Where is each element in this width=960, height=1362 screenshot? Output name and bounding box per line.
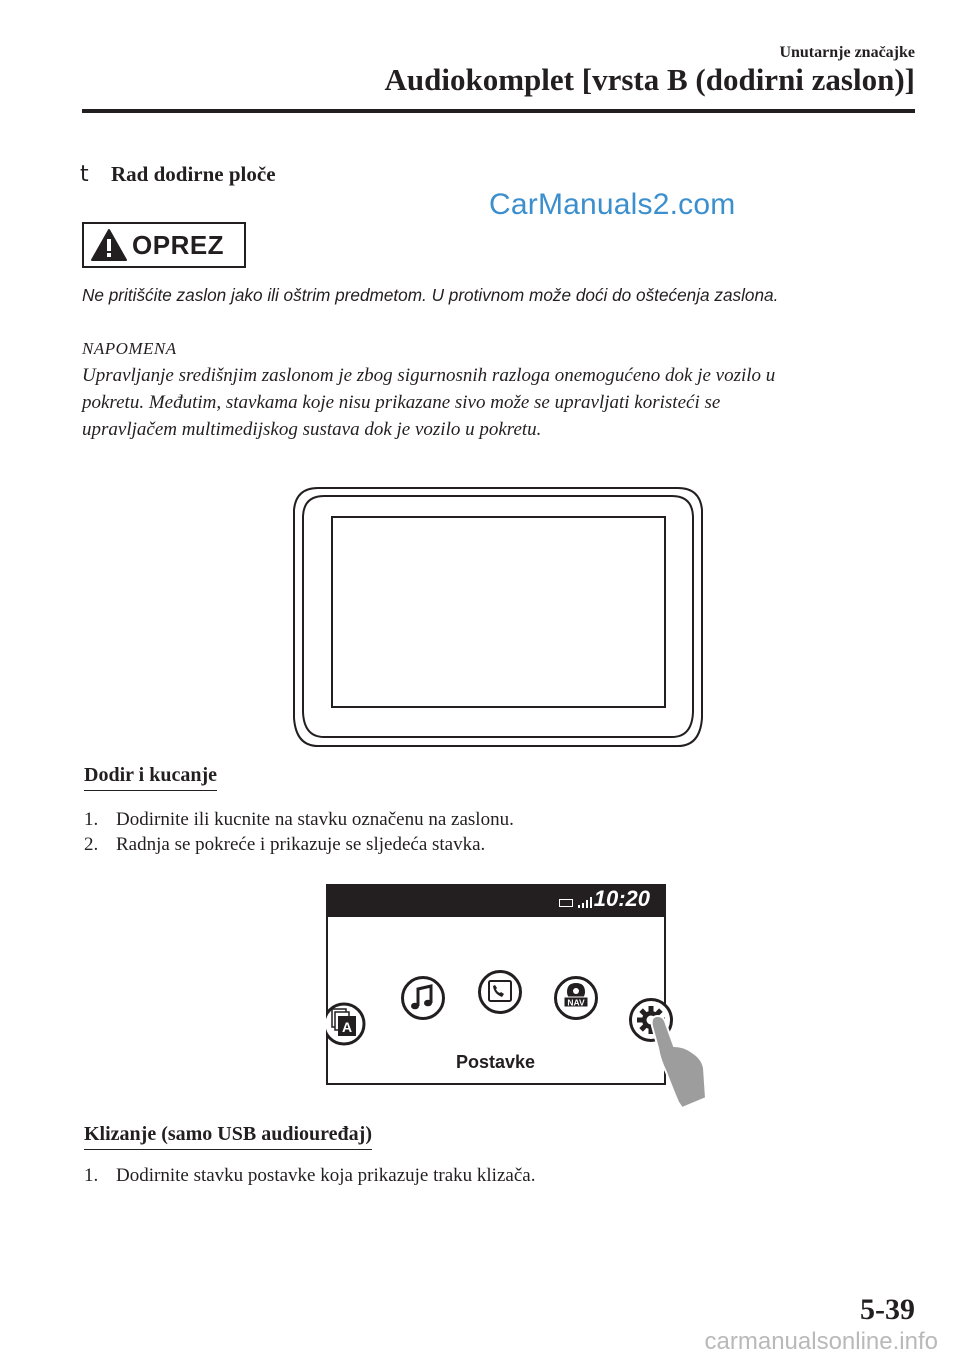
note-line: pokretu. Međutim, stavkama koje nisu prikazane sivo može se upravljati koristeći se (82, 392, 721, 413)
phone-icon[interactable] (477, 969, 523, 1015)
subsection-heading-touch: Dodir i kucanje (84, 764, 217, 791)
step-item (84, 834, 485, 856)
note-line: upravljačem multimedijskog sustava dok je vozilo u pokretu. (82, 419, 542, 440)
site-watermark: carmanualsonline.info (704, 1328, 938, 1355)
note-label: NAPOMENA (82, 339, 177, 358)
home-screen-illustration (326, 884, 706, 1106)
step-number: 1. (84, 809, 99, 830)
caution-box (82, 222, 246, 268)
finger-icon (648, 1012, 708, 1108)
caution-text: Ne pritišćite zaslon jako ili oštrim predmetom. U protivnom može doći do oštećenja zaslona. (82, 285, 779, 305)
step-text: Dodirnite stavku postavke koja prikazuje traku klizača. (116, 1165, 536, 1186)
center-display-illustration (288, 484, 708, 750)
section-header: Unutarnje značajke (779, 44, 915, 61)
music-icon[interactable] (400, 975, 446, 1021)
caution-label: OPREZ (132, 229, 225, 260)
section-bullet: t (80, 162, 89, 187)
step-text: Dodirnite ili kucnite na stavku označenu na zaslonu. (116, 809, 514, 830)
step-item (84, 1165, 535, 1187)
watermark-text: CarManuals2.com (489, 188, 736, 221)
home-screen (326, 917, 666, 1085)
warning-icon (90, 228, 128, 262)
page-number: 5-39 (860, 1293, 915, 1326)
app-letter: A (341, 1019, 353, 1035)
applications-icon[interactable] (326, 1001, 368, 1047)
navigation-icon[interactable] (553, 975, 599, 1021)
subsection-heading-slide: Klizanje (samo USB audiouređaj) (84, 1123, 372, 1150)
signal-icon (578, 896, 594, 908)
section-heading: Rad dodirne ploče (111, 162, 276, 186)
status-bar (326, 884, 666, 917)
selected-item-label: Postavke (456, 1052, 536, 1072)
step-item (84, 809, 514, 831)
clock-time: 10:20 (593, 886, 650, 911)
step-number: 2. (84, 834, 99, 855)
note-line: Upravljanje središnjim zaslonom je zbog sigurnosnih razloga onemogućeno dok je vozilo u (82, 365, 776, 386)
step-number: 1. (84, 1165, 99, 1186)
page-title: Audiokomplet [vrsta B (dodirni zaslon)] (384, 62, 915, 97)
nav-text: NAV (567, 997, 585, 1008)
header-rule (82, 109, 915, 113)
step-text: Radnja se pokreće i prikazuje se sljedeća stavka. (116, 834, 486, 855)
battery-icon (559, 899, 573, 907)
